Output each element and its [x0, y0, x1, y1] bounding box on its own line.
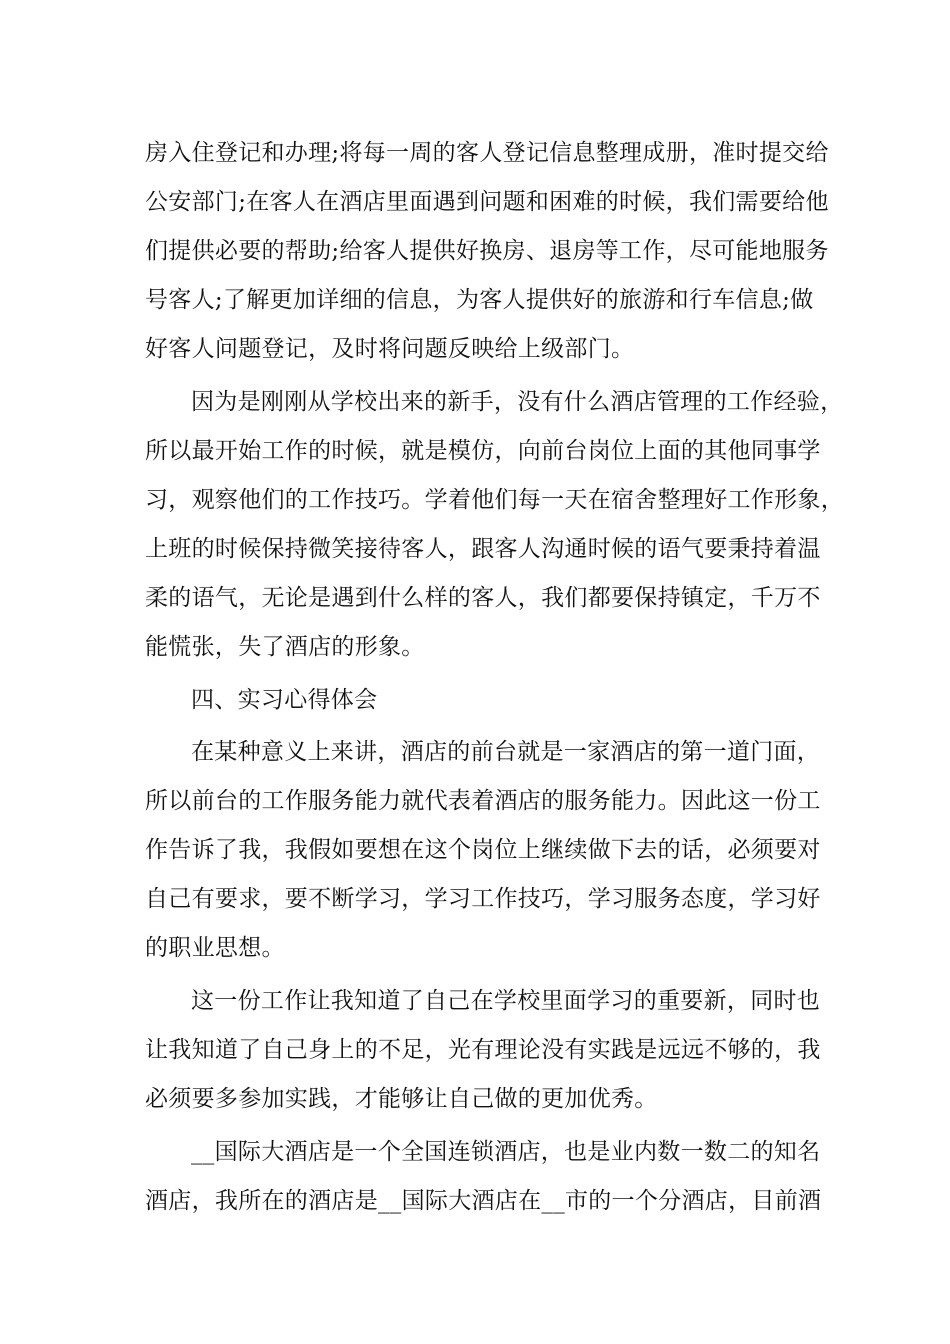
- text-line: 能慌张，失了酒店的形象。: [145, 634, 425, 660]
- text-line: 公安部门;在客人在酒店里面遇到问题和困难的时候，我们需要给他: [145, 189, 829, 215]
- text-line: 作告诉了我，我假如要想在这个岗位上继续做下去的话，必须要对: [145, 837, 821, 863]
- section-heading: 四、实习心得体会: [191, 687, 378, 713]
- text-line: 好客人问题登记，及时将问题反映给上级部门。: [145, 336, 635, 362]
- paragraph-start-line: __国际大酒店是一个全国连锁酒店，也是业内数一数二的知名: [191, 1139, 821, 1165]
- text-line: 的职业思想。: [145, 935, 285, 961]
- text-line: 酒店，我所在的酒店是__国际大酒店在__市的一个分酒店，目前酒: [145, 1188, 822, 1214]
- text-line: 号客人;了解更加详细的信息，为客人提供好的旅游和行车信息;做: [145, 287, 814, 313]
- text-line: 上班的时候保持微笑接待客人，跟客人沟通时候的语气要秉持着温: [145, 536, 821, 562]
- text-line: 柔的语气，无论是遇到什么样的客人，我们都要保持镇定，千万不: [145, 585, 821, 611]
- text-line: 所以最开始工作的时候，就是模仿，向前台岗位上面的其他同事学: [145, 438, 821, 464]
- text-line: 自己有要求，要不断学习，学习工作技巧，学习服务态度，学习好: [145, 886, 821, 912]
- text-line: 让我知道了自己身上的不足，光有理论没有实践是远远不够的，我: [145, 1037, 821, 1063]
- text-line: 所以前台的工作服务能力就代表着酒店的服务能力。因此这一份工: [145, 788, 821, 814]
- paragraph-start-line: 因为是刚刚从学校出来的新手，没有什么酒店管理的工作经验，: [191, 389, 844, 415]
- text-line: 们提供必要的帮助;给客人提供好换房、退房等工作，尽可能地服务: [145, 238, 829, 264]
- paragraph-start-line: 这一份工作让我知道了自己在学校里面学习的重要新，同时也: [191, 988, 821, 1014]
- text-line: 习，观察他们的工作技巧。学着他们每一天在宿舍整理好工作形象，: [145, 487, 844, 513]
- text-line: 房入住登记和办理;将每一周的客人登记信息整理成册，准时提交给: [145, 140, 829, 166]
- paragraph-start-line: 在某种意义上来讲，酒店的前台就是一家酒店的第一道门面，: [191, 739, 821, 765]
- text-line: 必须要多参加实践，才能够让自己做的更加优秀。: [145, 1086, 658, 1112]
